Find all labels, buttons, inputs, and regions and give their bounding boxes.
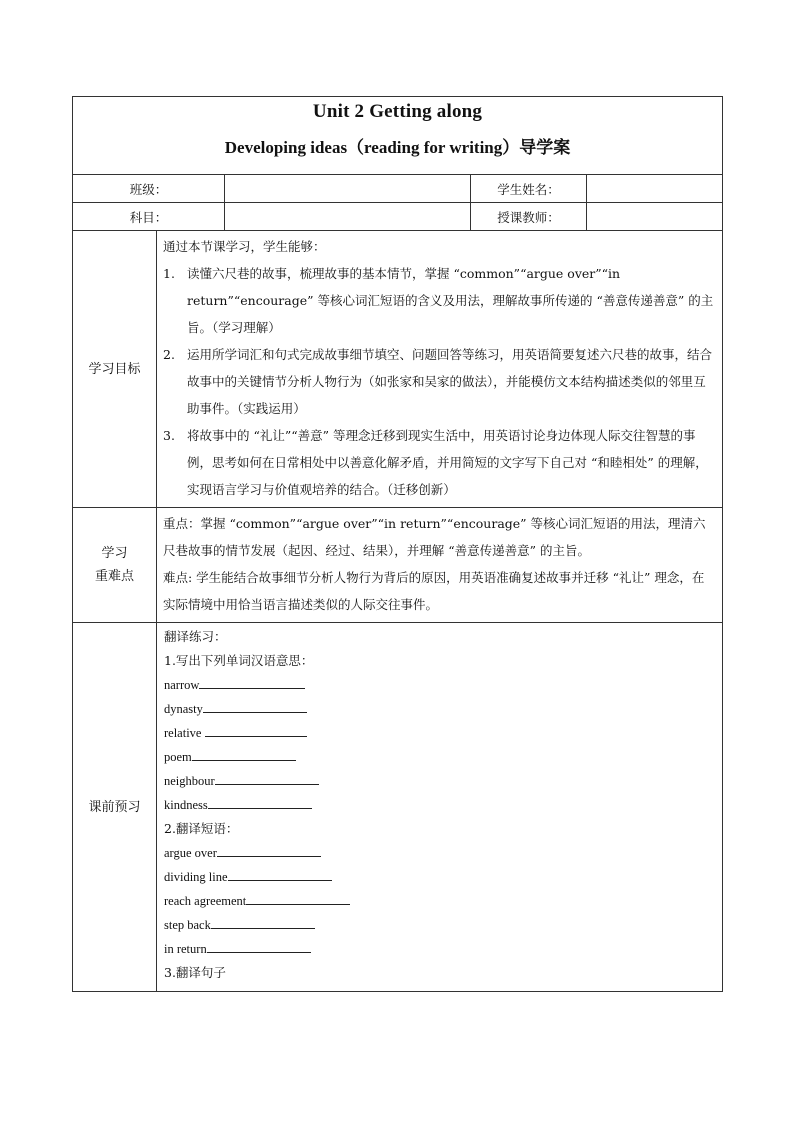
difficulty-label-line1: 学习	[101, 546, 128, 561]
phrase-text: in return	[164, 942, 207, 956]
word-text: kindness	[164, 798, 208, 812]
study-guide-table	[72, 96, 723, 992]
answer-blank[interactable]	[207, 937, 311, 953]
class-label: 班级：	[73, 175, 225, 203]
difficulty-label	[73, 508, 157, 623]
phrase-text: step back	[164, 918, 211, 932]
sentence-section-title: 3.翻译句子	[164, 965, 226, 980]
phrase-row	[164, 889, 716, 913]
phrase-section-title: 2.翻译短语：	[164, 821, 239, 836]
goal-number: 2.	[163, 347, 175, 362]
goal-number: 3.	[163, 428, 175, 443]
preview-heading: 翻译练习：	[164, 629, 227, 644]
phrase-text: reach agreement	[164, 894, 247, 908]
goals-intro: 通过本节课学习，学生能够：	[163, 239, 326, 254]
answer-blank[interactable]	[217, 841, 321, 857]
answer-blank[interactable]	[211, 913, 315, 929]
phrase-row	[164, 913, 716, 937]
goals-label: 学习目标	[73, 231, 157, 508]
phrase-text: argue over	[164, 846, 217, 860]
difficulty-content	[157, 508, 723, 623]
answer-blank[interactable]	[215, 769, 319, 785]
subject-value-cell[interactable]	[225, 203, 471, 231]
word-section-title: 1.写出下列单词汉语意思：	[164, 653, 314, 668]
word-text: poem	[164, 750, 192, 764]
student-name-label: 学生姓名：	[471, 175, 587, 203]
page-subtitle: Developing ideas（reading for writing）导学案	[224, 138, 571, 157]
answer-blank[interactable]	[228, 865, 332, 881]
phrase-row	[164, 937, 716, 961]
word-row	[164, 697, 716, 721]
answer-blank[interactable]	[199, 673, 305, 689]
preview-content	[157, 623, 723, 992]
phrase-text: dividing line	[164, 870, 228, 884]
difficulty-label-line2: 重难点	[94, 569, 134, 584]
goal-item	[163, 341, 716, 422]
answer-blank[interactable]	[192, 745, 296, 761]
word-row	[164, 673, 716, 697]
word-row	[164, 721, 716, 745]
goal-text: 运用所学词汇和句式完成故事细节填空、问题回答等练习，用英语简要复述六尺巷的故事，结合故事中的关键情节分析人物行为（如张家和吴家的做法），并能模仿文本结构描述类似的邻里互助事件。（实践运用）	[187, 347, 713, 416]
answer-blank[interactable]	[246, 889, 350, 905]
phrase-row	[164, 841, 716, 865]
goal-item	[163, 260, 716, 341]
goals-content	[157, 231, 723, 508]
word-text: neighbour	[164, 774, 215, 788]
teacher-label: 授课教师：	[471, 203, 587, 231]
difficult-points: 难点: 学生能结合故事细节分析人物行为背后的原因，用英语准确复述故事并迁移 “礼让” 理念，在实际情境中用恰当语言描述类似的人际交往事件。	[163, 570, 705, 612]
subject-label: 科目：	[73, 203, 225, 231]
title-cell	[73, 97, 723, 175]
goal-text: 读懂六尺巷的故事，梳理故事的基本情节，掌握 “common”“argue over”“in return”“encourage” 等核心词汇短语的含义及用法，理解故事所传递的 “善意传递善意” 的主旨。（学习理解）	[187, 266, 714, 335]
word-text: dynasty	[164, 702, 203, 716]
goal-number: 1.	[163, 266, 175, 281]
student-name-value-cell[interactable]	[587, 175, 723, 203]
word-text: relative	[164, 726, 205, 740]
goals-list	[163, 260, 716, 503]
preview-label: 课前预习	[73, 623, 157, 992]
answer-blank[interactable]	[208, 793, 312, 809]
word-text: narrow	[164, 678, 200, 692]
word-row	[164, 793, 716, 817]
page-title: Unit 2 Getting along	[312, 101, 483, 122]
goal-text: 将故事中的 “礼让”“善意” 等理念迁移到现实生活中，用英语讨论身边体现人际交往智慧的事例，思考如何在日常相处中以善意化解矛盾，并用简短的文字写下自己对 “和睦相处” 的理解，实现语言学习与价值观培养的结合。（迁移创新）	[187, 428, 708, 497]
teacher-value-cell[interactable]	[587, 203, 723, 231]
answer-blank[interactable]	[203, 697, 307, 713]
goal-item	[163, 422, 716, 503]
phrase-row	[164, 865, 716, 889]
word-row	[164, 769, 716, 793]
answer-blank[interactable]	[205, 721, 307, 737]
word-row	[164, 745, 716, 769]
study-guide-sheet	[72, 96, 722, 992]
class-value-cell[interactable]	[225, 175, 471, 203]
key-points: 重点：掌握 “common”“argue over”“in return”“encourage” 等核心词汇短语的用法，理清六尺巷故事的情节发展（起因、经过、结果），并理解 “善意传递善意” 的主旨。	[163, 516, 706, 558]
